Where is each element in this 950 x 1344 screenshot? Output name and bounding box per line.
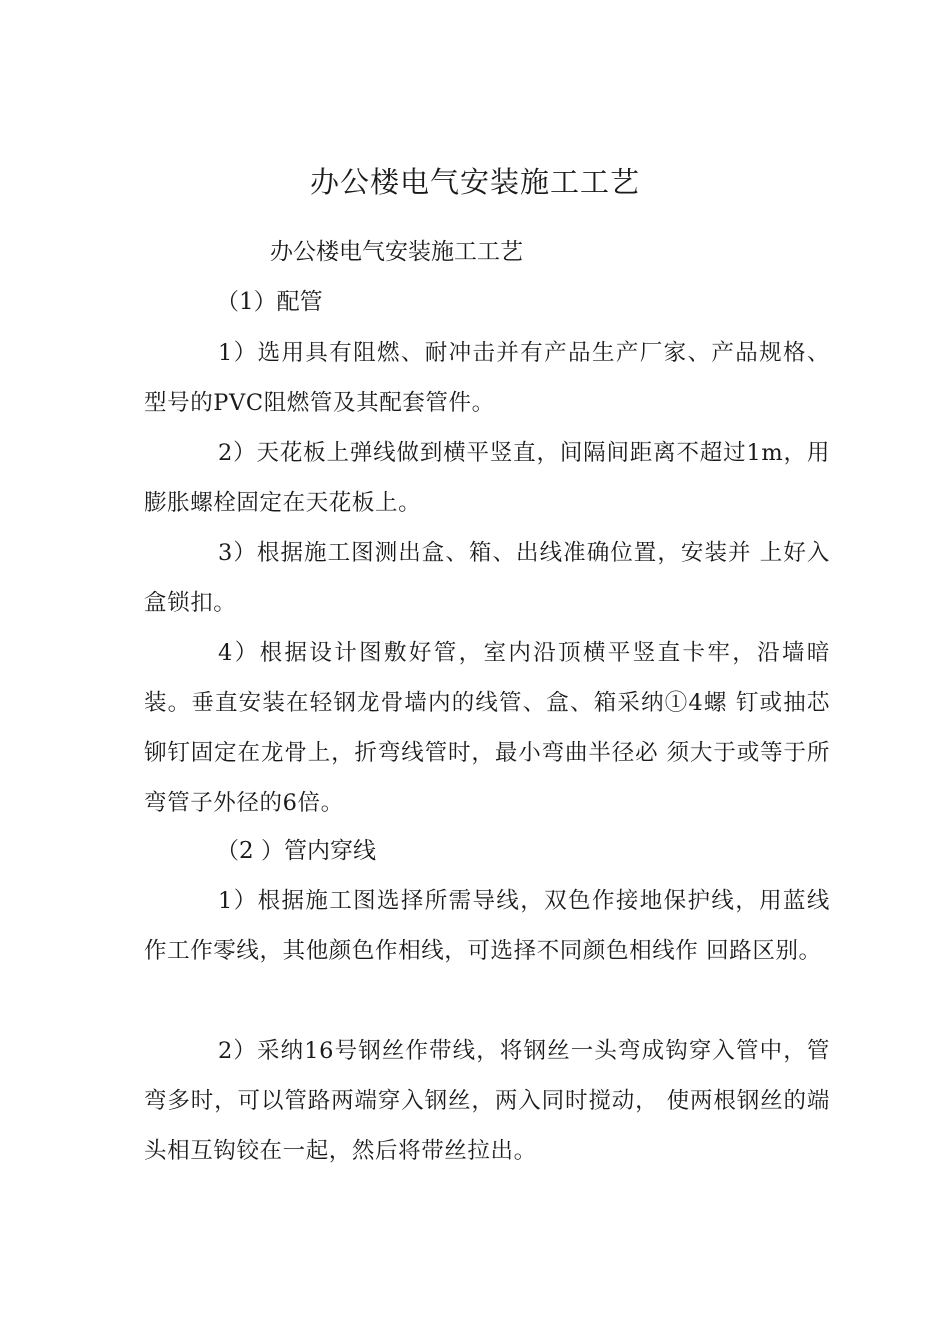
paragraph-piping-4: 4）根据设计图敷好管，室内沿顶横平竖直卡牢，沿墙暗装。垂直安装在轻钢龙骨墙内的线管、盒、箱采纳①4螺 钉或抽芯铆钉固定在龙骨上，折弯线管时，最小弯曲半径必 须大于或等于所弯管子外径的6倍。	[144, 640, 830, 816]
paragraph-piping-2: 2）天花板上弹线做到横平竖直，间隔间距离不超过1m，用膨胀螺栓固定在天花板上。	[144, 440, 830, 516]
section-heading-wiring: （2 ）管内穿线	[216, 838, 376, 864]
paragraph-wiring-2: 2）采纳16号钢丝作带线，将钢丝一头弯成钩穿入管中，管弯多时，可以管路两端穿入钢丝，两入同时搅动， 使两根钢丝的端头相互钩铰在一起，然后将带丝拉出。	[144, 1038, 830, 1164]
document-title: 办公楼电气安装施工工艺	[309, 165, 640, 199]
document-subtitle: 办公楼电气安装施工工艺	[270, 239, 523, 265]
section-heading-piping: （1）配管	[216, 289, 323, 315]
paragraph-piping-3: 3）根据施工图测出盒、箱、出线准确位置，安装并 上好入盒锁扣。	[144, 540, 830, 616]
paragraph-piping-1: 1）选用具有阻燃、耐冲击并有产品生产厂家、产品规格、型号的PVC阻燃管及其配套管件。	[144, 340, 830, 416]
paragraph-wiring-1: 1）根据施工图选择所需导线，双色作接地保护线，用蓝线作工作零线，其他颜色作相线，可选择不同颜色相线作 回路区别。	[144, 888, 830, 964]
